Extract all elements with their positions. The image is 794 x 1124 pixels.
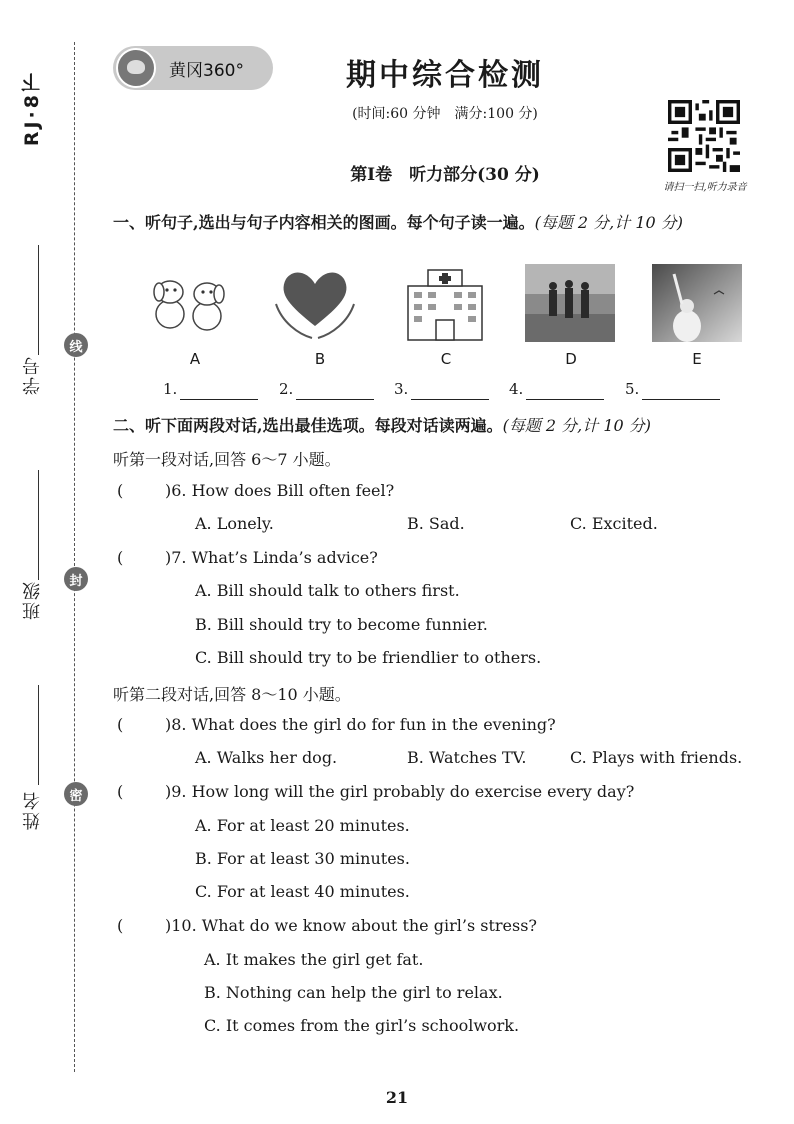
part2-instruction xyxy=(113,413,651,436)
dialog1-intro: 听第一段对话,回答 6～7 小题。 xyxy=(113,450,341,469)
option-7b: B. Bill should try to become funnier. xyxy=(195,615,488,634)
part1-instruction xyxy=(113,210,683,233)
question-8: )8. What does the girl do for fun in the evening? xyxy=(165,715,556,734)
blank-label-1: 1. xyxy=(163,380,178,398)
binding-dashed-line xyxy=(74,42,75,1072)
option-9c: C. For at least 40 minutes. xyxy=(195,882,410,901)
blank-label-2: 2. xyxy=(279,380,294,398)
class-line xyxy=(38,470,39,580)
answer-blank-2[interactable] xyxy=(296,399,374,400)
blank-label-5: 5. xyxy=(625,380,640,398)
answer-blank-3[interactable] xyxy=(411,399,489,400)
section-title: 第Ⅰ卷 听力部分(30 分) xyxy=(350,165,540,185)
option-8a: A. Walks her dog. xyxy=(195,748,338,767)
option-6c: C. Excited. xyxy=(570,514,658,533)
question-10: )10. What do we know about the girl’s stress? xyxy=(165,916,537,935)
series-code: RJ·8下 xyxy=(21,70,43,147)
seal-line-mark: 线 xyxy=(64,333,88,357)
option-10a: A. It makes the girl get fat. xyxy=(204,950,424,969)
part2-score: (每题 2 分,计 10 分) xyxy=(502,416,652,435)
answer-paren-7[interactable]: ( xyxy=(117,548,124,567)
answer-blank-4[interactable] xyxy=(526,399,604,400)
student-id-label: 学号 xyxy=(22,355,43,395)
option-9b: B. For at least 30 minutes. xyxy=(195,849,410,868)
option-10c: C. It comes from the girl’s schoolwork. xyxy=(204,1016,520,1035)
option-8c: C. Plays with friends. xyxy=(570,748,743,767)
student-id-line xyxy=(38,245,39,355)
brand-badge xyxy=(113,46,273,90)
dialog2-intro: 听第二段对话,回答 8～10 小题。 xyxy=(113,685,351,704)
qr-code-icon[interactable] xyxy=(668,100,740,172)
option-7a: A. Bill should talk to others first. xyxy=(195,581,460,600)
page-title: 期中综合检测 xyxy=(346,58,544,93)
picture-label-e: E xyxy=(692,350,702,368)
picture-label-d: D xyxy=(565,350,577,368)
dream-girl-photo xyxy=(652,264,742,342)
answer-blank-5[interactable] xyxy=(642,399,720,400)
option-8b: B. Watches TV. xyxy=(407,748,527,767)
answer-paren-10[interactable]: ( xyxy=(117,916,124,935)
answer-paren-6[interactable]: ( xyxy=(117,481,124,500)
seal-seal-mark: 封 xyxy=(64,567,88,591)
answer-blank-1[interactable] xyxy=(180,399,258,400)
option-10b: B. Nothing can help the girl to relax. xyxy=(204,983,503,1002)
brand-logo-icon xyxy=(116,48,156,88)
picture-label-c: C xyxy=(440,350,452,368)
question-9: )9. How long will the girl probably do exercise every day? xyxy=(165,782,635,801)
option-7c: C. Bill should try to be friendlier to others. xyxy=(195,648,542,667)
question-6: )6. How does Bill often feel? xyxy=(165,481,395,500)
option-6a: A. Lonely. xyxy=(195,514,274,533)
blank-label-3: 3. xyxy=(394,380,409,398)
seal-secret-mark: 密 xyxy=(64,782,88,806)
question-7: )7. What’s Linda’s advice? xyxy=(165,548,378,567)
part1-instruction-text: 一、听句子,选出与句子内容相关的图画。每个句子读一遍。 xyxy=(113,213,535,232)
exam-time-info: (时间:60 分钟 满分:100 分) xyxy=(352,106,538,122)
answer-paren-8[interactable]: ( xyxy=(117,715,124,734)
dogs-picture xyxy=(145,264,235,342)
heart-hands-picture xyxy=(270,264,360,342)
brand-text: 黄冈360° xyxy=(169,61,244,81)
qr-caption: 请扫一扫,听力录音 xyxy=(663,182,747,193)
picture-label-a: A xyxy=(189,350,201,368)
blank-label-4: 4. xyxy=(509,380,524,398)
part1-score: (每题 2 分,计 10 分) xyxy=(534,213,684,232)
hospital-picture xyxy=(400,264,490,342)
option-6b: B. Sad. xyxy=(407,514,465,533)
answer-paren-9[interactable]: ( xyxy=(117,782,124,801)
class-label: 班级 xyxy=(22,580,43,620)
name-line xyxy=(38,685,39,785)
part2-instruction-text: 二、听下面两段对话,选出最佳选项。每段对话读两遍。 xyxy=(113,416,503,435)
name-label: 姓名 xyxy=(22,790,43,830)
page-number: 21 xyxy=(385,1088,409,1107)
picture-label-b: B xyxy=(314,350,326,368)
option-9a: A. For at least 20 minutes. xyxy=(195,816,410,835)
people-walking-photo xyxy=(525,264,615,342)
